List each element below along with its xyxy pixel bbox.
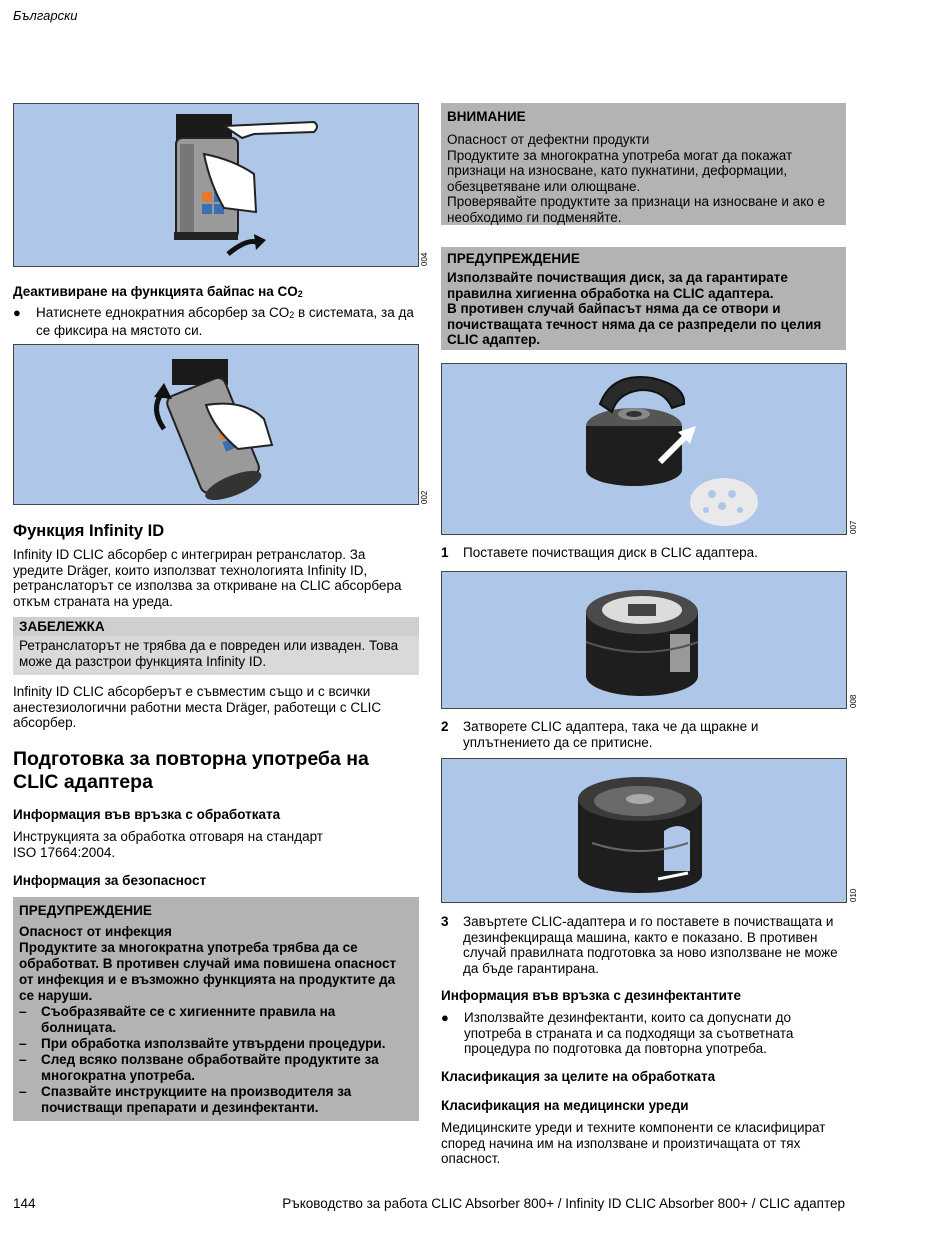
absorber-press-illustration — [14, 104, 418, 266]
rotate-adapter-illustration — [442, 759, 846, 902]
figure-number-007: 007 — [849, 520, 858, 534]
infection-warning-body — [13, 920, 419, 1122]
warning-item: – Спазвайте инструкциите на производителя за почистващи препарати и дезинфектанти. — [19, 1083, 352, 1115]
figure-number-004: 004 — [420, 252, 429, 266]
caution-text-1: Продуктите за многократна употреба могат да покажат признаци на износване, като пукнатини, деформации, обезцветяване или олющване. — [447, 147, 793, 194]
infection-warning-title: ПРЕДУПРЕЖДЕНИЕ — [19, 903, 152, 918]
processing-info-heading: Информация във връзка с обработката — [13, 807, 281, 822]
step-2-text: Затворете CLIC адаптера, така че да щракне и уплътнението да се притисне. — [463, 719, 759, 750]
infection-warning-box — [13, 897, 419, 1121]
classification-heading: Класификация за целите на обработката — [441, 1069, 716, 1084]
caution-box — [441, 103, 846, 225]
disk-warning-title: ПРЕДУПРЕЖДЕНИЕ — [447, 251, 580, 266]
warning-item: – След всяко ползване обработвайте продуктите за многократна употреба. — [19, 1051, 379, 1083]
step-3-number: 3 — [441, 914, 449, 929]
note-title: ЗАБЕЛЕЖКА — [13, 617, 419, 636]
step-2 — [441, 719, 846, 750]
safety-heading: Информация за безопасност — [13, 873, 207, 888]
warning-item: – При обработка използвайте утвърдени процедури. — [19, 1035, 386, 1051]
caution-title: ВНИМАНИЕ — [447, 109, 526, 124]
caution-subtitle: Опасност от дефектни продукти — [447, 132, 650, 147]
disinfect-heading: Информация във връзка с дезинфектантите — [441, 988, 742, 1003]
step-1-number: 1 — [441, 545, 449, 560]
close-adapter-illustration — [442, 572, 846, 708]
page-number: 144 — [13, 1196, 36, 1211]
caution-body — [441, 126, 846, 231]
processing-info-text-1: Инструкцията за обработка отговаря на стандарт — [13, 829, 323, 844]
figure-press-absorber — [13, 103, 419, 267]
disinfect-bullet: ● Използвайте дезинфектанти, които са допуснати до употреба в страната и са подходящи за съответната процедура по подготовка да повторна употреба. — [441, 1010, 794, 1056]
footer-doc-title: Ръководство за работа CLIC Absorber 800+ / Infinity ID CLIC Absorber 800+ / CLIC адаптер — [282, 1196, 845, 1211]
figure-number-002: 002 — [420, 490, 429, 504]
figure-tilt-absorber — [13, 344, 419, 505]
caution-text-2: Проверявайте продуктите за признаци на износване и ако е необходимо ги подменяйте. — [447, 194, 826, 225]
infinity-text: Infinity ID CLIC абсорбер с интегриран ретранслатор. За уредите Dräger, които използват технологията Infinity ID, ретранслаторът се използва за откриване на CLIC абсорбера откъм страната на уреда. — [13, 547, 402, 609]
medical-heading: Класификация на медицински уреди — [441, 1098, 689, 1113]
disk-warning-box — [441, 247, 846, 350]
bullet-icon: ● — [13, 305, 21, 320]
note-box — [13, 617, 419, 675]
warning-item: – Съобразявайте се с хигиенните правила на болницата. — [19, 1003, 336, 1035]
figure-rotate-adapter — [441, 758, 847, 903]
language-label: Български — [13, 8, 78, 23]
compat-text: Infinity ID CLIC абсорберът е съвместим също и с всички анестезиологични работни места Dräger, работещи с CLIC абсорбер. — [13, 684, 382, 730]
medical-text: Медицинските уреди и техните компоненти се класифицират според начина им на използване и произтичащата от тях опасност. — [441, 1120, 826, 1166]
bypass-heading: Деактивиране на функцията байпас на $CO_2$ — [13, 284, 303, 299]
absorber-tilt-illustration — [14, 345, 418, 504]
step-3 — [441, 914, 846, 976]
bypass-bullet: ● Натиснете еднократния абсорбер за $CO_2$ в системата, за да се фиксира на мястото си. — [13, 305, 414, 338]
infection-warning-subtitle: Опасност от инфекция — [19, 924, 172, 939]
figure-number-008: 008 — [849, 694, 858, 708]
step-3-text: Завъртете CLIC-адаптера и го поставете в почистващата и дезинфекцираща машина, както е показано. В противен случай правилната подготовка за ново използване не може да бъде гарантирана. — [463, 914, 838, 976]
figure-insert-disk — [441, 363, 847, 535]
step-1-text: Поставете почистващия диск в CLIC адаптера. — [463, 545, 758, 560]
step-1 — [441, 545, 846, 561]
note-text: Ретранслаторът не трябва да е повреден или изваден. Това може да разстрои функцията Infinity ID. — [13, 636, 419, 675]
insert-disk-illustration — [442, 364, 846, 534]
reuse-heading: Подготовка за повторна употреба на CLIC адаптера — [13, 748, 369, 793]
step-2-number: 2 — [441, 719, 449, 734]
disk-warning-text-1: Използвайте почистващия диск, за да гарантирате правилна хигиенна обработка на CLIC адаптера. — [447, 270, 788, 301]
processing-info-text-2: ISO 17664:2004. — [13, 845, 116, 860]
bullet-icon: ● — [441, 1010, 449, 1025]
disk-warning-text-2: В противен случай байпасът няма да се отвори и почистващата течност няма да се разпредели по целия CLIC адаптер. — [447, 301, 822, 347]
figure-number-010: 010 — [849, 888, 858, 902]
figure-close-adapter — [441, 571, 847, 709]
infection-warning-text: Продуктите за многократна употреба трябва да се обработват. В противен случай има повишена опасност от инфекция и е възможно функцията на продуктите да се наруши. — [19, 939, 397, 1003]
disk-warning-body — [441, 268, 846, 354]
infinity-heading: Функция Infinity ID — [13, 522, 165, 540]
